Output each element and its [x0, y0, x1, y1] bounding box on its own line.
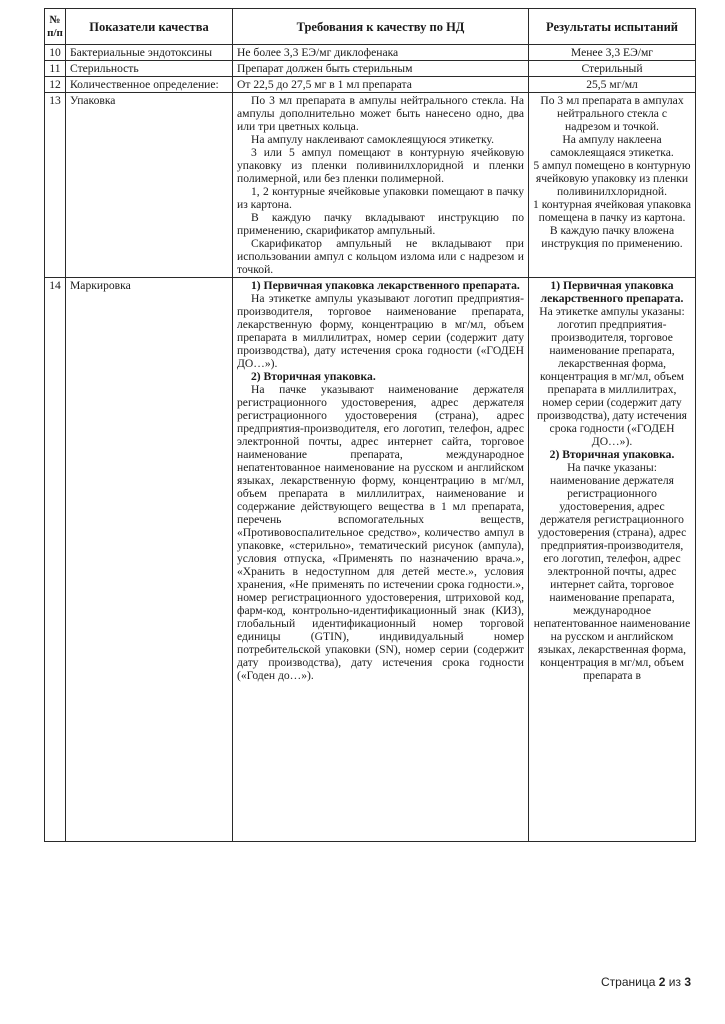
row-result: Стерильный — [529, 61, 696, 77]
table-row — [45, 278, 696, 842]
result-paragraph: На пачке указаны: наименование держателя регистрационного удостоверения, адрес держателя регистрационного удостоверения (страна), адрес предприятия-производителя, его логотип, телефон, адрес электронной почты, адрес интернет сайта, торговое наименование препарата, международное непатентованное наименование на русском и английском языках, лекарственная форма, концентрация в мг/мл, объем препарата в — [533, 461, 691, 682]
row-requirement: Препарат должен быть стерильным — [233, 61, 529, 77]
row-indicator: Маркировка — [66, 278, 233, 842]
result-paragraph: В каждую пачку вложена инструкция по применению. — [541, 224, 683, 250]
footer-of: из — [668, 975, 681, 989]
header-indicator: Показатели качества — [66, 9, 233, 45]
row-indicator: Стерильность — [66, 61, 233, 77]
requirement-paragraph: На пачке указывают наименование держателя регистрационного удостоверения, адрес держателя регистрационного удостоверения (страна), адрес предприятия-производителя, его логотип, телефон, адрес электронной почты, адрес интернет сайта, торговое наименование препарата, международное непатентованное наименование на русском и английском языках, лекарственную форму, концентрацию в мг/мл, объем препарата в миллилитрах, наименование и содержание действующего вещества в 1 мл препарата, перечень вспомогательных веществ, «Противовоспалительное средство», количество ампул в упаковке, «стерильно», тематический рисунок (ампула), условия отпуска, «Применять по назначению врача.», «Хранить в недоступном для детей месте.», условия хранения, «Не применять по истечении срока годности.», номер регистрационного удостоверения, штриховой код, фарм-код, контрольно-идентификационный знак (КИЗ), глобальный идентификационный номер торговой единицы (GTIN), индивидуальный номер потребительской упаковки (SN), номер серии (содержит дату производства), дату истечения срока годности («Годен до…»). — [237, 383, 524, 682]
requirement-paragraph: По 3 мл препарата в ампулы нейтрального стекла. На ампулы дополнительно может быть нанесено одно, два или три цветных кольца. — [237, 94, 524, 133]
requirement-paragraph: 1, 2 контурные ячейковые упаковки помещают в пачку из картона. — [237, 185, 524, 211]
document-page — [44, 8, 695, 842]
header-result: Результаты испытаний — [529, 9, 696, 45]
result-paragraph: По 3 мл препарата в ампулах нейтрального стекла с надрезом и точкой. — [540, 94, 684, 133]
result-paragraph: На ампулу наклеена самоклеящаяся этикетка. — [550, 133, 674, 159]
table-header-row — [45, 9, 696, 45]
row-num: 10 — [45, 45, 66, 61]
row-num: 11 — [45, 61, 66, 77]
quality-table — [44, 8, 696, 842]
page-footer — [601, 975, 691, 989]
row-result — [529, 93, 696, 278]
requirement-heading: 2) Вторичная упаковка. — [251, 370, 376, 383]
result-paragraph: 1 контурная ячейковая упаковка помещена в пачку из картона. — [533, 198, 691, 224]
row-indicator: Бактериальные эндотоксины — [66, 45, 233, 61]
header-requirement: Требования к качеству по НД — [233, 9, 529, 45]
requirement-paragraph: Скарификатор ампульный не вкладывают при использовании ампул с кольцом излома или с надрезом и точкой. — [237, 237, 524, 276]
result-heading: 1) Первичная упаковка лекарственного препарата. — [540, 279, 684, 305]
footer-label: Страница — [600, 975, 656, 989]
footer-current-page: 2 — [658, 975, 666, 989]
table-row — [45, 77, 696, 93]
row-requirement — [233, 278, 529, 842]
requirement-paragraph: На этикетке ампулы указывают логотип предприятия-производителя, торговое наименование препарата, лекарственную форму, концентрацию в мг/мл, объем препарата в миллилитрах, номер серии (содержит дату производства), дату истечения срока годности («ГОДЕН ДО…»). — [237, 292, 524, 370]
row-requirement: От 22,5 до 27,5 мг в 1 мл препарата — [233, 77, 529, 93]
row-indicator: Упаковка — [66, 93, 233, 278]
result-paragraph: 5 ампул помещено в контурную ячейковую упаковку из пленки поливинилхлоридной. — [533, 159, 691, 198]
table-row — [45, 61, 696, 77]
footer-total-pages: 3 — [684, 975, 691, 989]
row-num: 12 — [45, 77, 66, 93]
requirement-paragraph: На ампулу наклеивают самоклеящуюся этикетку. — [251, 133, 494, 146]
row-num: 13 — [45, 93, 66, 278]
row-indicator: Количественное определение: — [66, 77, 233, 93]
requirement-paragraph: В каждую пачку вкладывают инструкцию по применению, скарификатор ампульный. — [237, 211, 524, 237]
requirement-heading: 1) Первичная упаковка лекарственного препарата. — [251, 279, 520, 292]
row-requirement — [233, 93, 529, 278]
table-row — [45, 93, 696, 278]
table-row — [45, 45, 696, 61]
row-requirement: Не более 3,3 ЕЭ/мг диклофенака — [233, 45, 529, 61]
row-result: Менее 3,3 ЕЭ/мг — [529, 45, 696, 61]
row-result: 25,5 мг/мл — [529, 77, 696, 93]
row-num: 14 — [45, 278, 66, 842]
row-result — [529, 278, 696, 842]
result-heading: 2) Вторичная упаковка. — [549, 448, 675, 461]
result-paragraph: На этикетке ампулы указаны: логотип предприятия-производителя, торговое наименование препарата, лекарственная форма, концентрация в мг/мл, объем препарата в миллилитрах, номер серии (содержит дату производства), дату истечения срока годности («ГОДЕН ДО…»). — [536, 305, 688, 448]
requirement-paragraph: 3 или 5 ампул помещают в контурную ячейковую упаковку из пленки поливинилхлоридной и пленки полимерной, или без пленки полимерной. — [237, 146, 524, 185]
header-num: № п/п — [45, 9, 66, 45]
